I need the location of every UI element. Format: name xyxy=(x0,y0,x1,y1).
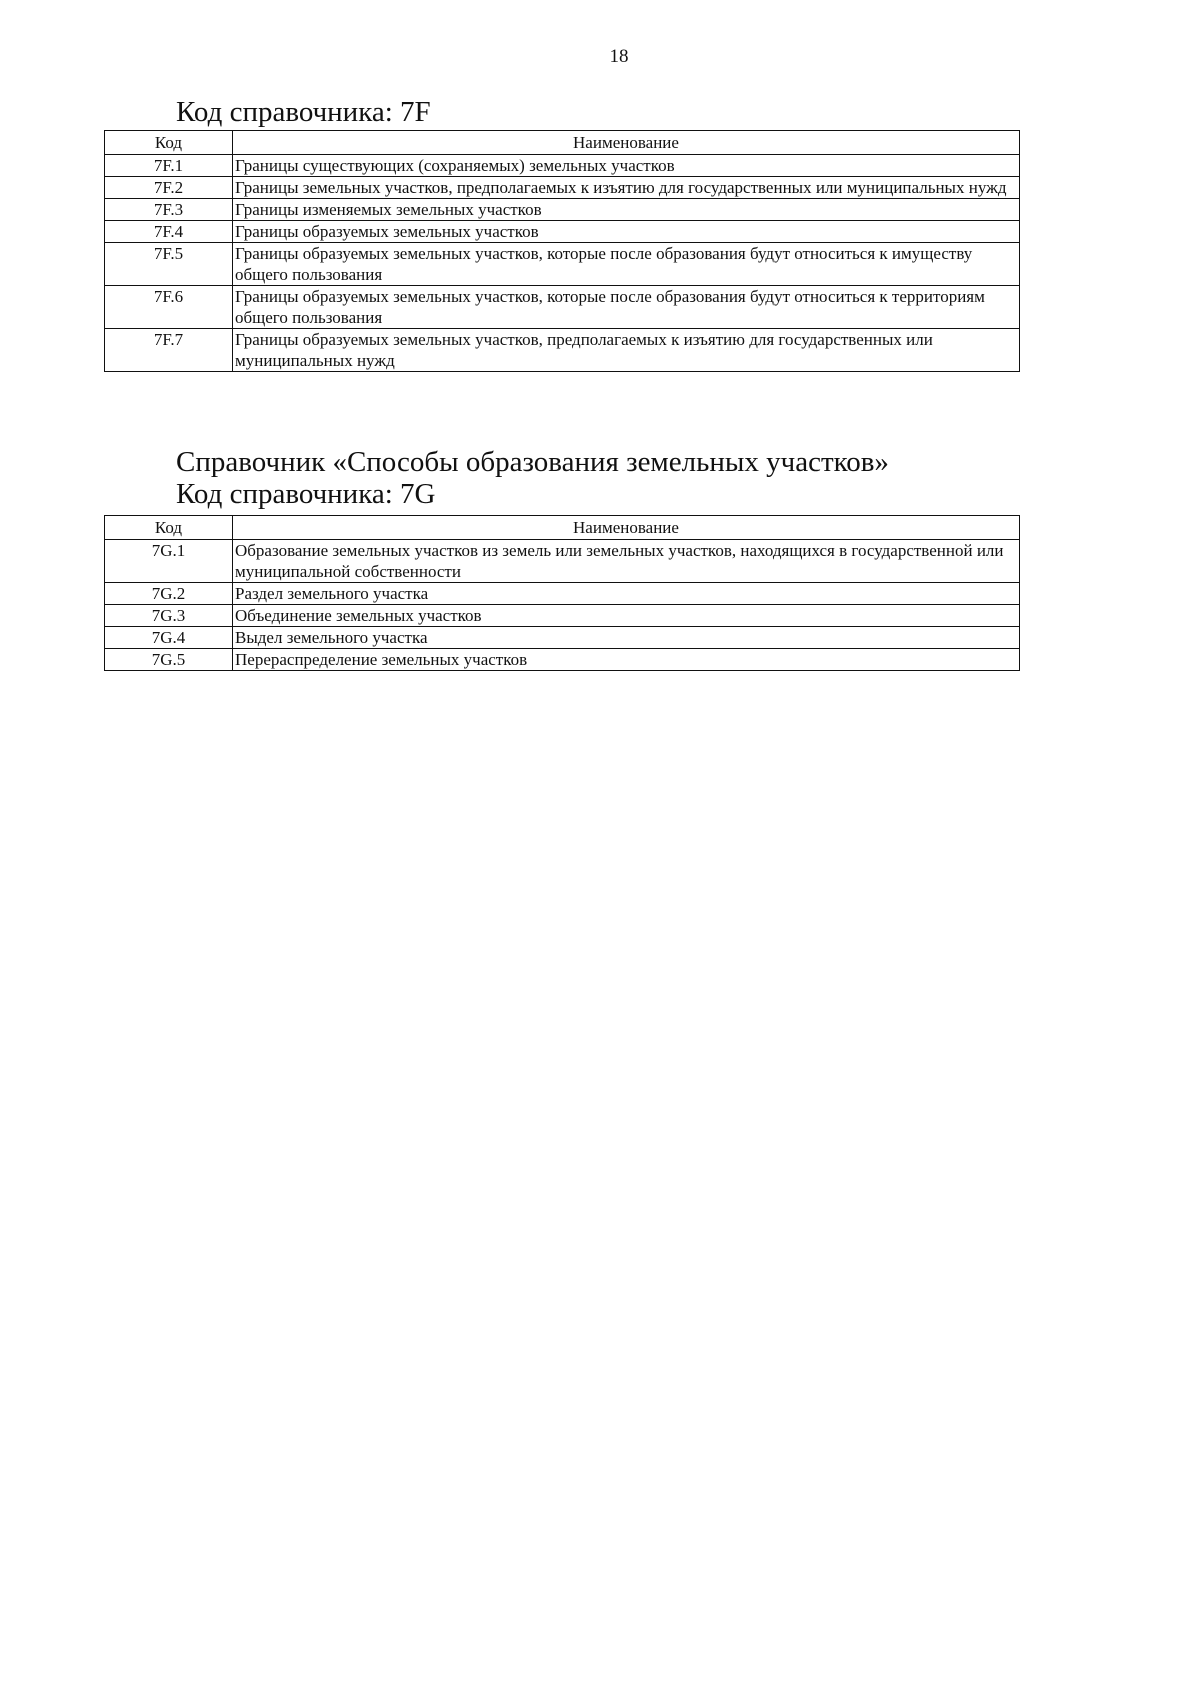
column-header-name: Наименование xyxy=(233,131,1020,155)
heading-reference-code-7g: Код справочника: 7G xyxy=(176,478,436,510)
table-row xyxy=(105,243,1020,286)
page-number: 18 xyxy=(609,46,629,67)
row-name: Границы образуемых земельных участков, которые после образования будут относиться к территориям общего пользования xyxy=(233,286,1020,329)
row-name: Границы земельных участков, предполагаемых к изъятию для государственных или муниципальных нужд xyxy=(233,177,1020,199)
row-name: Границы образуемых земельных участков, предполагаемых к изъятию для государственных или муниципальных нужд xyxy=(233,329,1020,372)
row-code: 7F.1 xyxy=(105,155,233,177)
heading-reference-code-7f: Код справочника: 7F xyxy=(176,96,431,128)
row-code: 7F.4 xyxy=(105,221,233,243)
row-name: Границы существующих (сохраняемых) земельных участков xyxy=(233,155,1020,177)
table-row xyxy=(105,627,1020,649)
row-code: 7G.5 xyxy=(105,649,233,671)
column-header-code: Код xyxy=(105,131,233,155)
table-row xyxy=(105,221,1020,243)
table-header-row xyxy=(105,131,1020,155)
table-row xyxy=(105,649,1020,671)
table-row xyxy=(105,177,1020,199)
row-code: 7G.2 xyxy=(105,583,233,605)
table-row xyxy=(105,286,1020,329)
column-header-code: Код xyxy=(105,516,233,540)
row-code: 7F.5 xyxy=(105,243,233,286)
reference-table-7f xyxy=(104,130,1020,372)
row-code: 7F.3 xyxy=(105,199,233,221)
row-code: 7F.6 xyxy=(105,286,233,329)
row-name: Образование земельных участков из земель или земельных участков, находящихся в государственной или муниципальной собственности xyxy=(233,540,1020,583)
row-code: 7F.2 xyxy=(105,177,233,199)
row-name: Границы изменяемых земельных участков xyxy=(233,199,1020,221)
row-code: 7G.4 xyxy=(105,627,233,649)
row-code: 7G.3 xyxy=(105,605,233,627)
row-code: 7F.7 xyxy=(105,329,233,372)
table-row xyxy=(105,583,1020,605)
row-code: 7G.1 xyxy=(105,540,233,583)
table-row xyxy=(105,329,1020,372)
table-row xyxy=(105,540,1020,583)
row-name: Перераспределение земельных участков xyxy=(233,649,1020,671)
row-name: Объединение земельных участков xyxy=(233,605,1020,627)
table-header-row xyxy=(105,516,1020,540)
row-name: Выдел земельного участка xyxy=(233,627,1020,649)
row-name: Раздел земельного участка xyxy=(233,583,1020,605)
table-row xyxy=(105,199,1020,221)
row-name: Границы образуемых земельных участков xyxy=(233,221,1020,243)
table-row xyxy=(105,155,1020,177)
reference-title-7g: Справочник «Способы образования земельных участков» xyxy=(176,446,889,478)
table-row xyxy=(105,605,1020,627)
row-name: Границы образуемых земельных участков, которые после образования будут относиться к имуществу общего пользования xyxy=(233,243,1020,286)
reference-table-7g xyxy=(104,515,1020,671)
column-header-name: Наименование xyxy=(233,516,1020,540)
